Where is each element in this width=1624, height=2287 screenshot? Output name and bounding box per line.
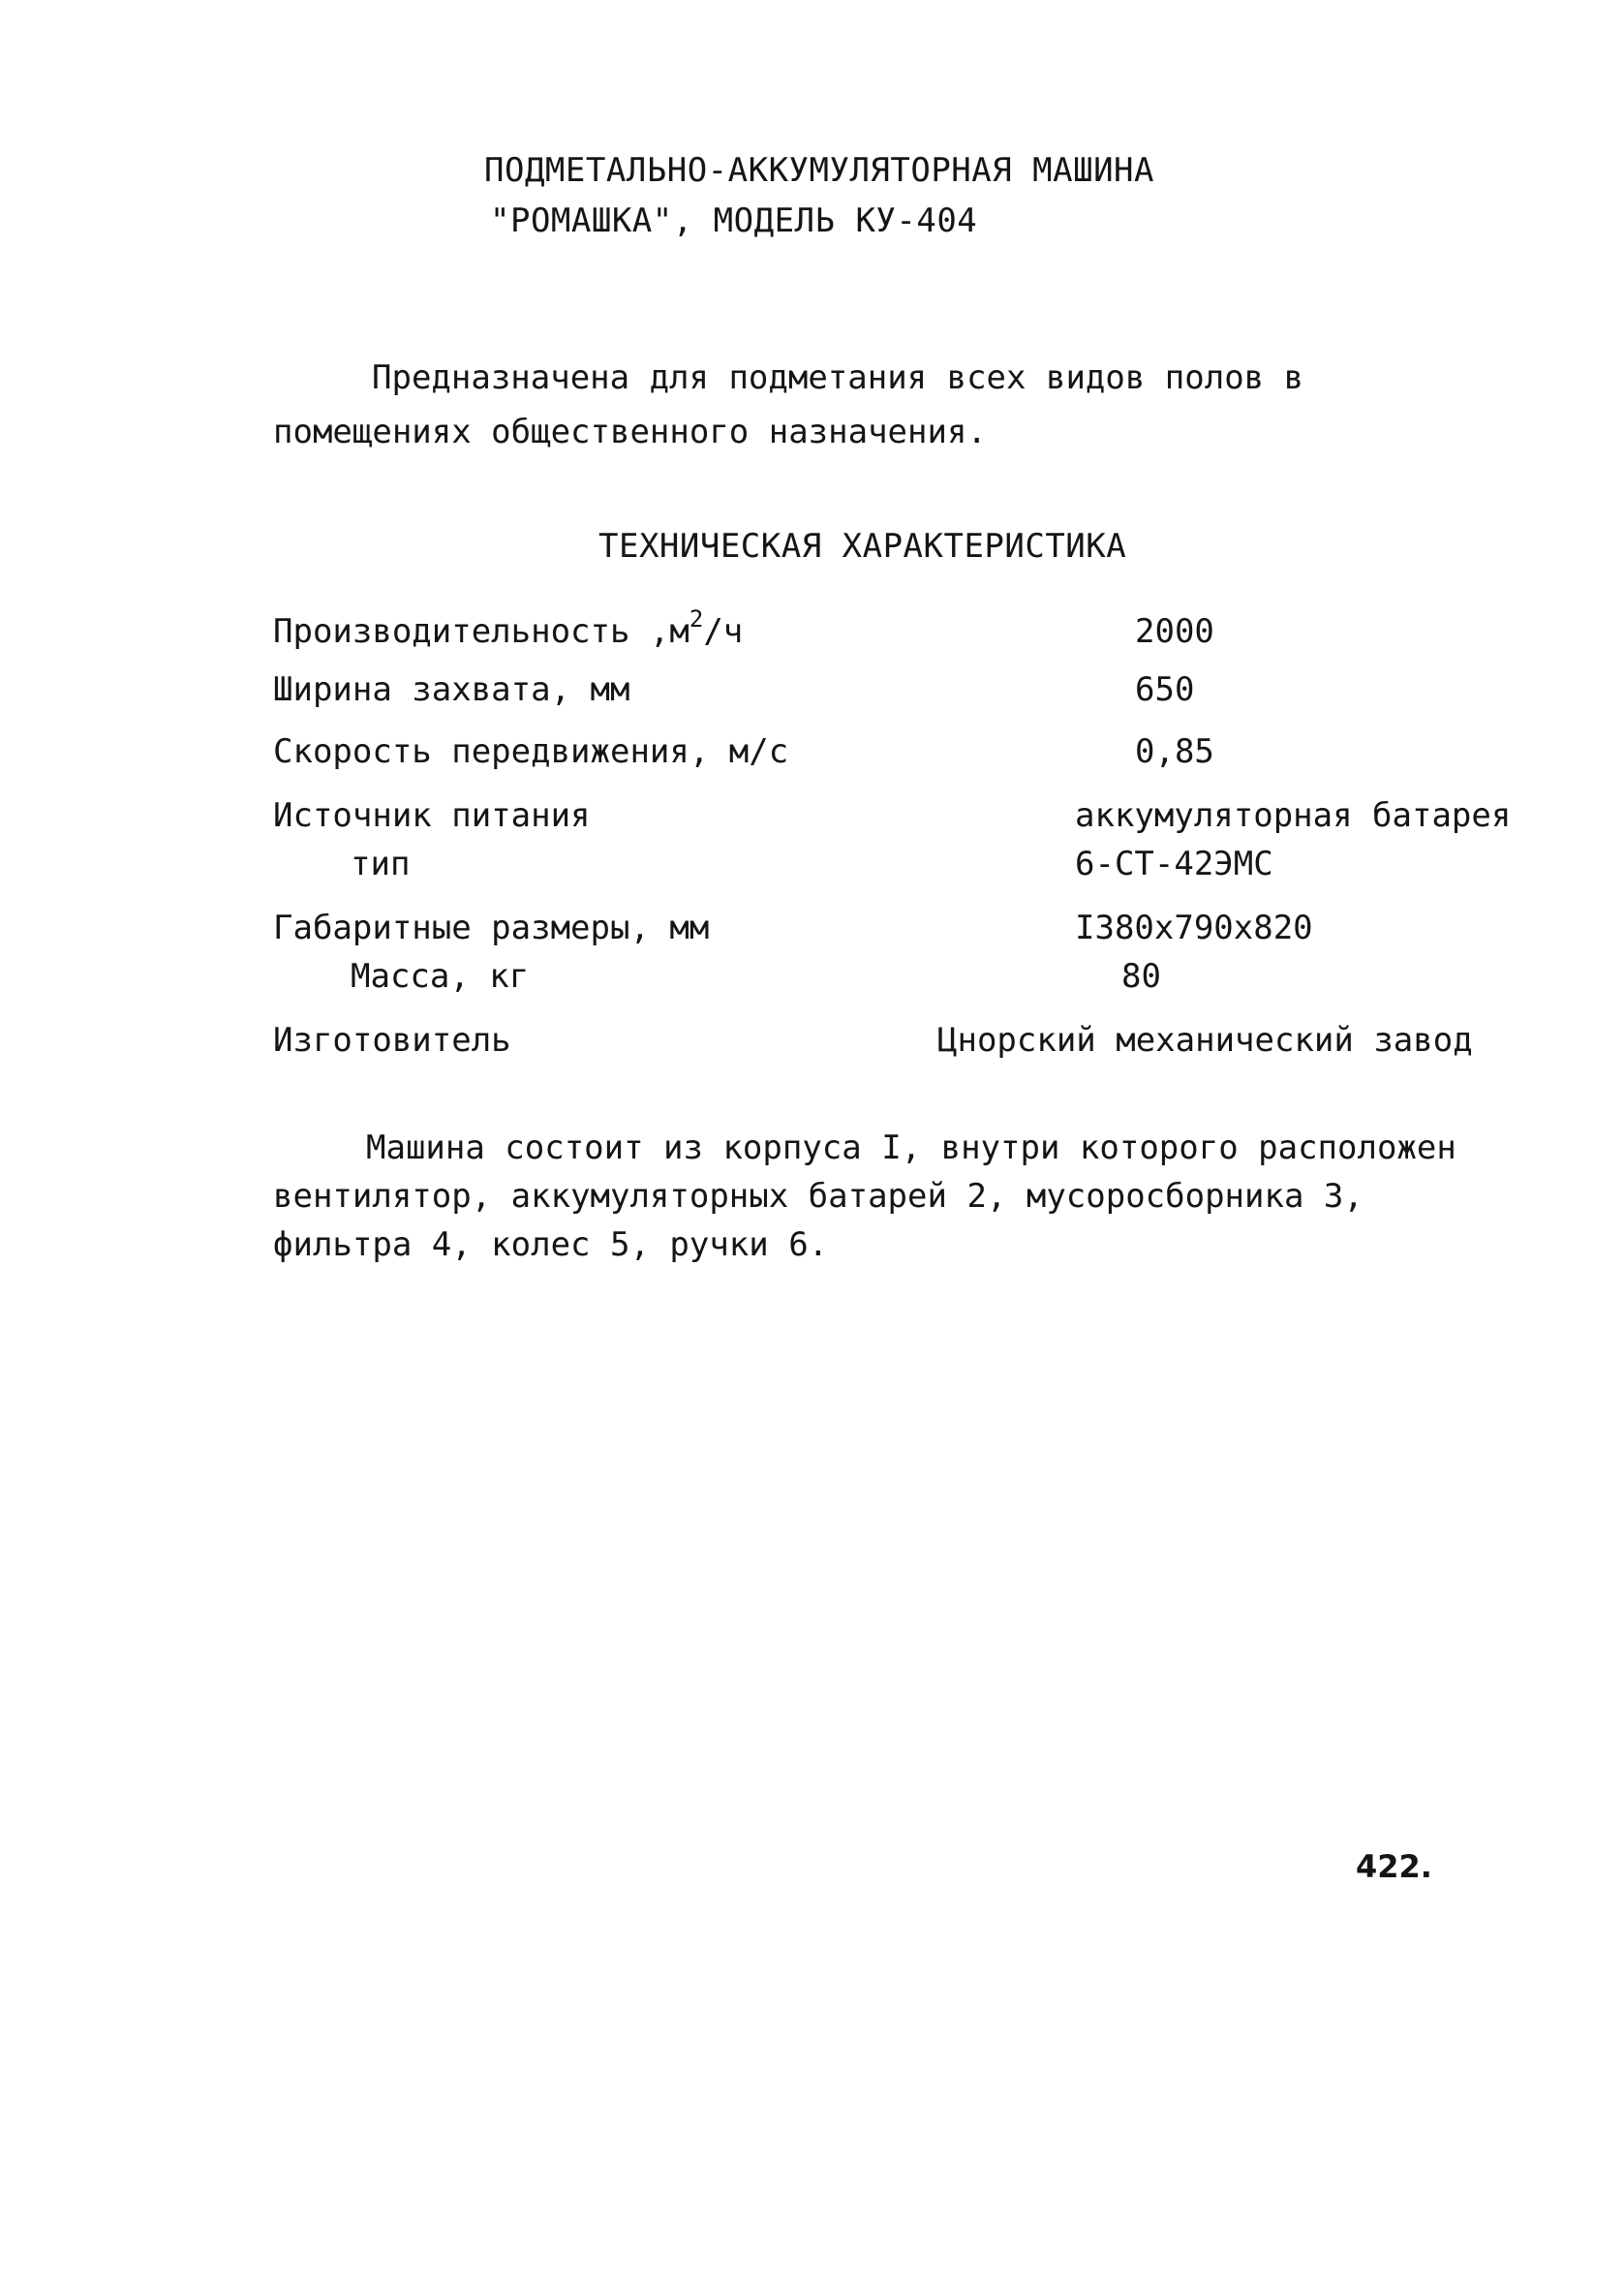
description-text: Машина состоит из корпуса I, внутри которого расположен вентилятор, аккумуляторных батарей 2, мусоросборника 3, фильтра 4, колес 5, ручки 6.	[273, 1128, 1456, 1264]
intro-text: Предназначена для подметания всех видов полов в помещениях общественного назначения.	[273, 358, 1304, 451]
spec-label-power: Источник питания	[273, 796, 591, 835]
intro-paragraph	[273, 351, 1387, 459]
spec-label-maker: Изготовитель	[273, 1021, 511, 1060]
spec-label-mass: Масса, кг	[351, 957, 530, 996]
description-paragraph	[273, 1124, 1484, 1269]
spec-heading: ТЕХНИЧЕСКАЯ ХАРАКТЕРИСТИКА	[598, 527, 1127, 566]
spec-value-productivity: 2000	[1135, 612, 1214, 651]
spec-label-dimensions: Габаритные размеры, мм	[273, 909, 710, 947]
page-number: 422.	[1356, 1848, 1432, 1885]
unit-superscript: 2	[689, 605, 704, 633]
spec-value-power: аккумуляторная батарея	[1075, 796, 1512, 835]
spec-value-mass: 80	[1121, 957, 1161, 996]
spec-value-maker: Цнорский механический завод	[937, 1021, 1473, 1060]
spec-value-dimensions: I380x790x820	[1075, 909, 1313, 947]
spec-value-width: 650	[1135, 670, 1195, 709]
spec-label-speed: Скорость передвижения, м/с	[273, 732, 789, 771]
title-line-1: ПОДМЕТАЛЬНО-АККУМУЛЯТОРНАЯ МАШИНА	[484, 151, 1155, 190]
spec-label-productivity: Производительность $,м^2/ч$	[273, 605, 744, 651]
spec-value-speed: 0,85	[1135, 732, 1214, 771]
unit-rest: /ч	[703, 612, 744, 651]
spec-label-width: Ширина захвата, мм	[273, 670, 630, 709]
title-line-2: "РОМАШКА", МОДЕЛЬ КУ-404	[490, 201, 978, 240]
document-title	[484, 145, 1154, 246]
spec-label-type: тип	[351, 845, 411, 883]
spec-value-type: 6-СТ-42ЭМС	[1075, 845, 1273, 883]
